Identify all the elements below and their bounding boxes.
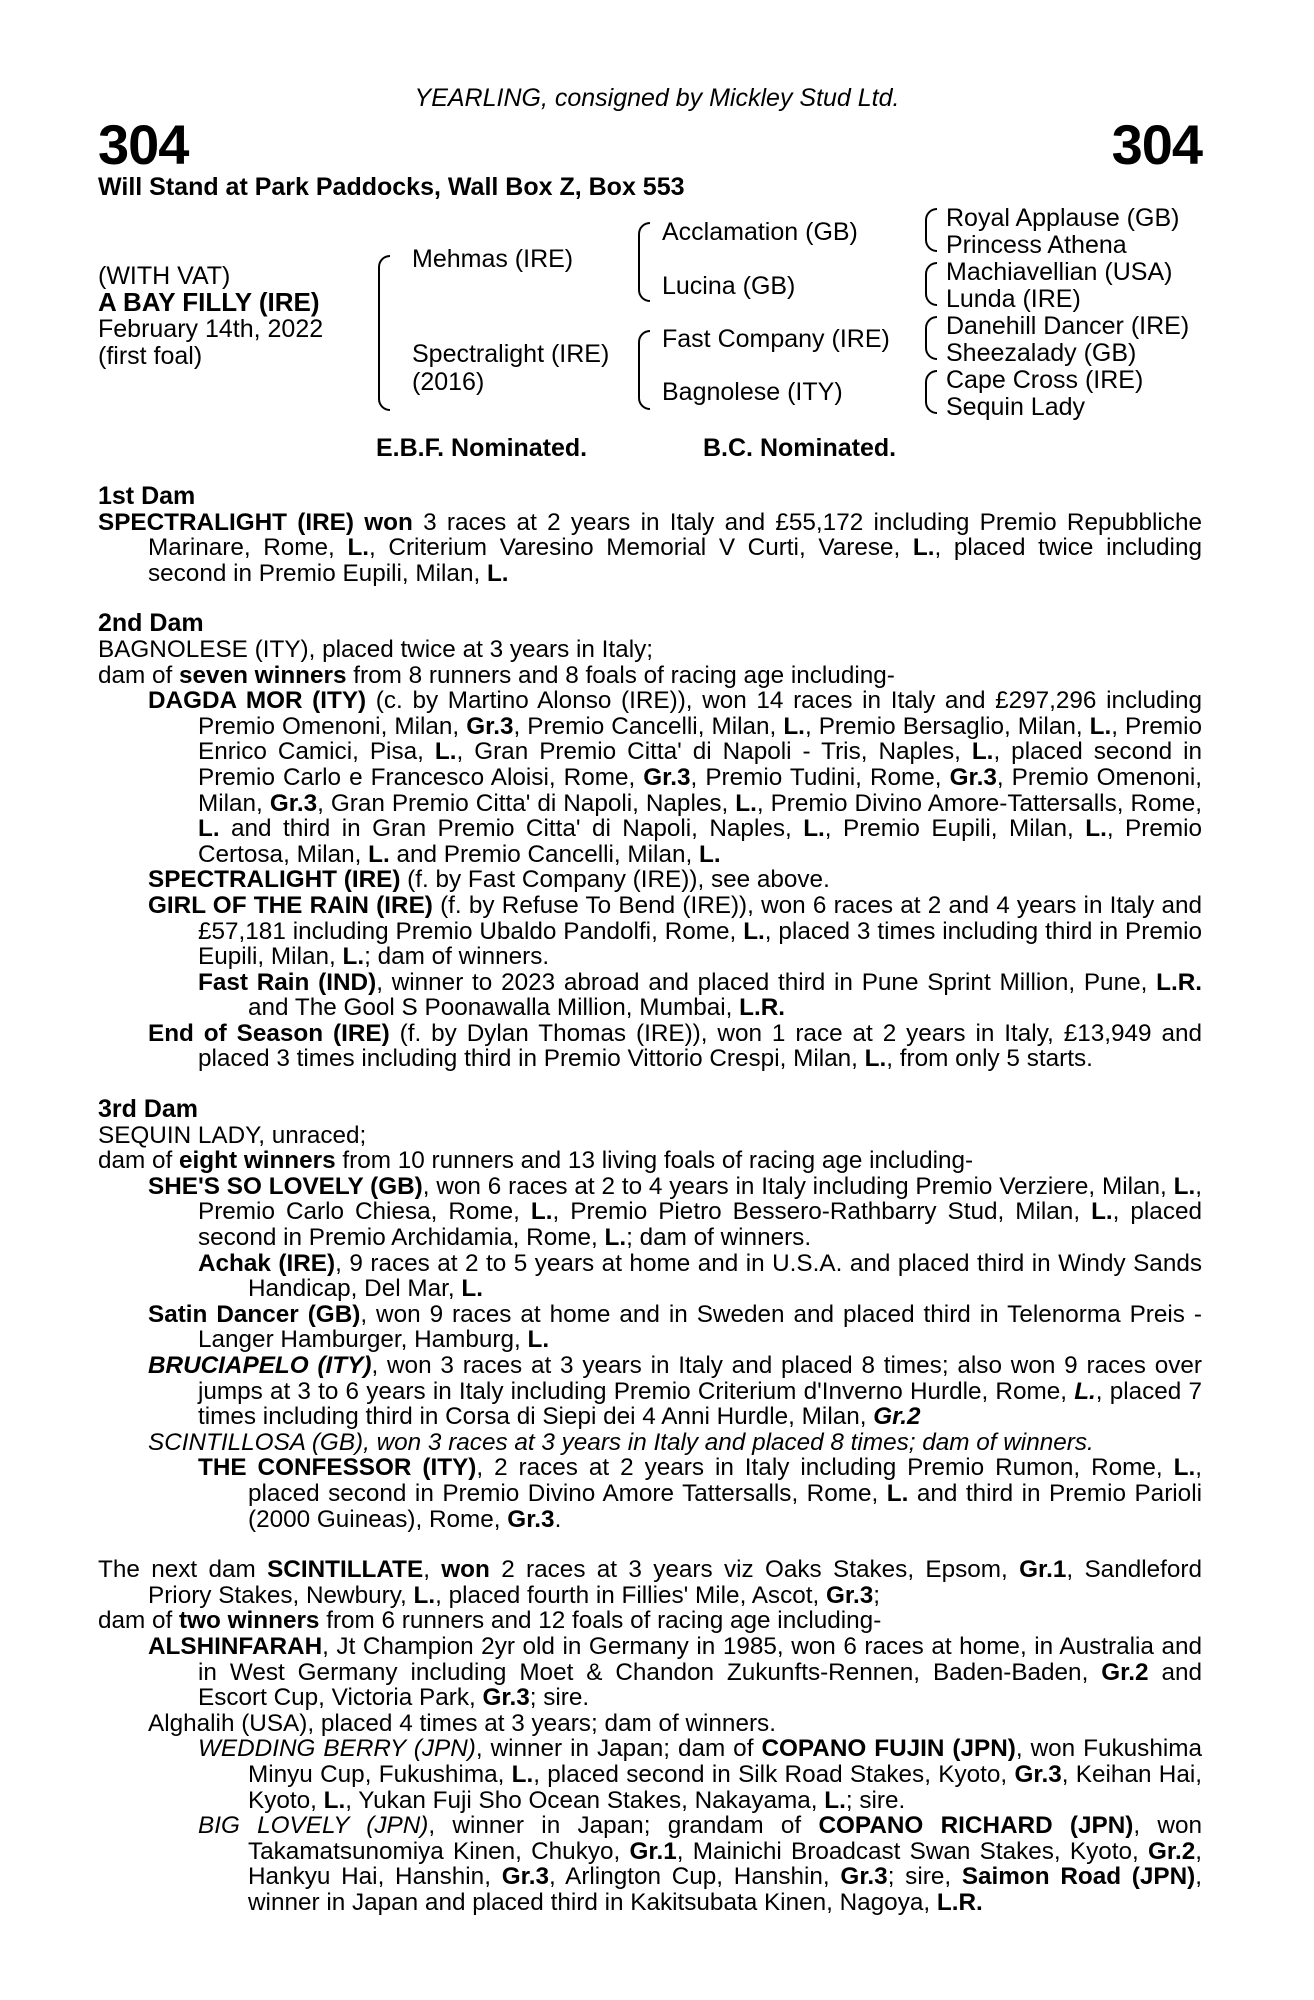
horse-name: SPECTRALIGHT (IRE) xyxy=(98,508,354,536)
second-dam-line: BAGNOLESE (ITY), placed twice at 3 years in Italy; xyxy=(98,635,653,663)
brace-g4 xyxy=(925,370,937,414)
progeny-spectralight: SPECTRALIGHT (IRE) (f. by Fast Company (IRE)), see above. xyxy=(148,866,830,894)
third-dam-heading: 3rd Dam xyxy=(98,1095,199,1124)
lot-number-left: 304 xyxy=(98,113,189,176)
bc-nominated: B.C. Nominated. xyxy=(703,434,897,462)
grandsire-1: Royal Applause (GB) xyxy=(946,204,1180,232)
progeny-dagda-mor: DAGDA MOR (ITY) (c. by Martino Alonso (IRE)), won 14 races in Italy and £297,296 including Premio Omenoni, Milan, Gr.3, Premio Cancelli, Milan, L., Premio Bersaglio, Milan, L., Premio Enrico Camici, Pisa, L., Gran Premio Citta' di Napoli - Tris, Naples, L., placed second in Premio Carlo e Francesco Aloisi, Rome, Gr.3, Premio Tudini, Rome, Gr.3, Premio Omenoni, Milan, Gr.3, Gran Premio Citta' di Napoli, Naples, L., Premio Divino Amore-Tattersalls, Rome, L. and third in Gran Premio Citta' di Napoli, Naples, L., Premio Eupili, Milan, L., Premio Certosa, Milan, L. and Premio Cancelli, Milan, L. xyxy=(148,687,1203,868)
consignment-line: YEARLING, consigned by Mickley Stud Ltd. xyxy=(414,84,900,112)
sire-dam: Lucina (GB) xyxy=(662,272,796,300)
next-dam-entry: The next dam SCINTILLATE, won 2 races at 3 years viz Oaks Stakes, Epsom, Gr.1, Sandleford Priory Stakes, Newbury, L., placed fourth in Fillies' Mile, Ascot, Gr.3; xyxy=(98,1556,1202,1609)
progeny-wedding-berry: WEDDING BERRY (JPN), winner in Japan; dam of COPANO FUJIN (JPN), won Fukushima Minyu Cup, Fukushima, L., placed second in Silk Road Stakes, Kyoto, Gr.3, Keihan Hai, Kyoto, L., Yukan Fuji Sho Ocean Stakes, Nakayama, L.; sire. xyxy=(198,1735,1202,1814)
first-dam-entry: SPECTRALIGHT (IRE) won 3 races at 2 years in Italy and £55,172 including Premio Repubbliche Marinare, Rome, L., Criterium Varesino Memorial V Curti, Varese, L., placed twice including second in Premio Eupili, Milan, L. xyxy=(98,508,1202,587)
dam-dam: Bagnolese (ITY) xyxy=(662,378,843,406)
progeny-alghalih: Alghalih (USA), placed 4 times at 3 years; dam of winners. xyxy=(148,1709,776,1737)
pedigree-notes xyxy=(98,484,1202,1915)
granddam-2: Lunda (IRE) xyxy=(946,285,1081,313)
foal-note: (first foal) xyxy=(98,342,203,370)
progeny-satin-dancer: Satin Dancer (GB), won 9 races at home and in Sweden and placed third in Telenorma Preis - Langer Hamburger, Hamburg, L. xyxy=(148,1300,1202,1354)
vat-label: (WITH VAT) xyxy=(98,262,231,290)
brace-g1 xyxy=(925,208,937,252)
progeny-scintillosa: SCINTILLOSA (GB), won 3 races at 3 years in Italy and placed 8 times; dam of winners. xyxy=(148,1428,1094,1456)
granddam-4: Sequin Lady xyxy=(946,393,1086,421)
third-dam-summary: dam of eight winners from 10 runners and 13 living foals of racing age including- xyxy=(98,1147,974,1175)
horse-name: A BAY FILLY (IRE) xyxy=(98,287,320,317)
dam-sire: Fast Company (IRE) xyxy=(662,325,890,353)
progeny-achak: Achak (IRE), 9 races at 2 to 5 years at home and in U.S.A. and placed third in Windy Sands Handicap, Del Mar, L. xyxy=(198,1249,1202,1303)
first-dam-heading: 1st Dam xyxy=(98,482,196,510)
progeny-big-lovely: BIG LOVELY (JPN), winner in Japan; grandam of COPANO RICHARD (JPN), won Takamatsunomiya Kinen, Chukyo, Gr.1, Mainichi Broadcast Swan Stakes, Kyoto, Gr.2, Hankyu Hai, Hanshin, Gr.3, Arlington Cup, Hanshin, Gr.3; sire, Saimon Road (JPN), winner in Japan and placed third in Kakitsubata Kinen, Nagoya, L.R. xyxy=(198,1812,1203,1916)
grandsire-4: Cape Cross (IRE) xyxy=(946,366,1144,394)
dam: Spectralight (IRE) xyxy=(412,340,610,368)
progeny-alshinfarah: ALSHINFARAH, Jt Champion 2yr old in Germany in 1985, won 6 races at home, in Australia and in West Germany including Moet & Chandon Zukunfts-Rennen, Baden-Baden, Gr.2 and Escort Cup, Victoria Park, Gr.3; sire. xyxy=(148,1632,1202,1712)
granddam-1: Princess Athena xyxy=(946,231,1127,259)
brace-g2 xyxy=(925,262,937,306)
progeny-fast-rain: Fast Rain (IND), winner to 2023 abroad and placed third in Pune Sprint Million, Pune, L.R. and The Gool S Poonawalla Million, Mumbai, L.R. xyxy=(198,968,1203,1022)
brace-sire xyxy=(638,222,650,302)
second-dam-summary: dam of seven winners from 8 runners and 8 foals of racing age including- xyxy=(98,661,895,689)
progeny-the-confessor: THE CONFESSOR (ITY), 2 races at 2 years in Italy including Premio Rumon, Rome, L., placed second in Premio Divino Amore Tattersalls, Rome, L. and third in Premio Parioli (2000 Guineas), Rome, Gr.3. xyxy=(198,1454,1202,1533)
sire: Mehmas (IRE) xyxy=(412,245,574,273)
third-dam-line: SEQUIN LADY, unraced; xyxy=(98,1121,367,1149)
grandsire-3: Danehill Dancer (IRE) xyxy=(946,312,1190,340)
progeny-shes-so-lovely: SHE'S SO LOVELY (GB), won 6 races at 2 to 4 years in Italy including Premio Verziere, Milan, L., Premio Carlo Chiesa, Rome, L., Premio Pietro Bessero-Rathbarry Stud, Milan, L., placed second in Premio Archidamia, Rome, L.; dam of winners. xyxy=(148,1172,1202,1252)
next-dam-summary: dam of two winners from 6 runners and 12 foals of racing age including- xyxy=(98,1607,882,1635)
progeny-girl-of-the-rain: GIRL OF THE RAIN (IRE) (f. by Refuse To Bend (IRE)), won 6 races at 2 and 4 years in Italy and £57,181 including Premio Ubaldo Pandolfi, Rome, L., placed 3 times including third in Premio Eupili, Milan, L.; dam of winners. xyxy=(148,891,1202,971)
dam-year: (2016) xyxy=(412,368,485,396)
brace-dam xyxy=(638,330,650,410)
foaling-date: February 14th, 2022 xyxy=(98,315,324,343)
progeny-bruciapelo: BRUCIAPELO (ITY), won 3 races at 3 years in Italy and placed 8 times; also won 9 races over jumps at 3 to 6 years in Italy including Premio Criterium d'Inverno Hurdle, Rome, L., placed 7 times including third in Corsa di Siepi dei 4 Anni Hurdle, Milan, Gr.2 xyxy=(148,1352,1202,1431)
brace-g3 xyxy=(925,316,937,360)
ebf-nominated: E.B.F. Nominated. xyxy=(376,434,588,462)
granddam-3: Sheezalady (GB) xyxy=(946,339,1137,367)
sire-sire: Acclamation (GB) xyxy=(662,218,858,246)
brace-horse xyxy=(378,255,390,411)
stand-location: Will Stand at Park Paddocks, Wall Box Z, Box 553 xyxy=(98,173,685,201)
progeny-end-of-season: End of Season (IRE) (f. by Dylan Thomas (IRE)), won 1 race at 2 years in Italy, £13,949 and placed 3 times including third in Premio Vittorio Crespi, Milan, L., from only 5 starts. xyxy=(148,1019,1202,1073)
grandsire-2: Machiavellian (USA) xyxy=(946,258,1173,286)
second-dam-heading: 2nd Dam xyxy=(98,609,204,638)
lot-number-right: 304 xyxy=(1111,113,1202,176)
